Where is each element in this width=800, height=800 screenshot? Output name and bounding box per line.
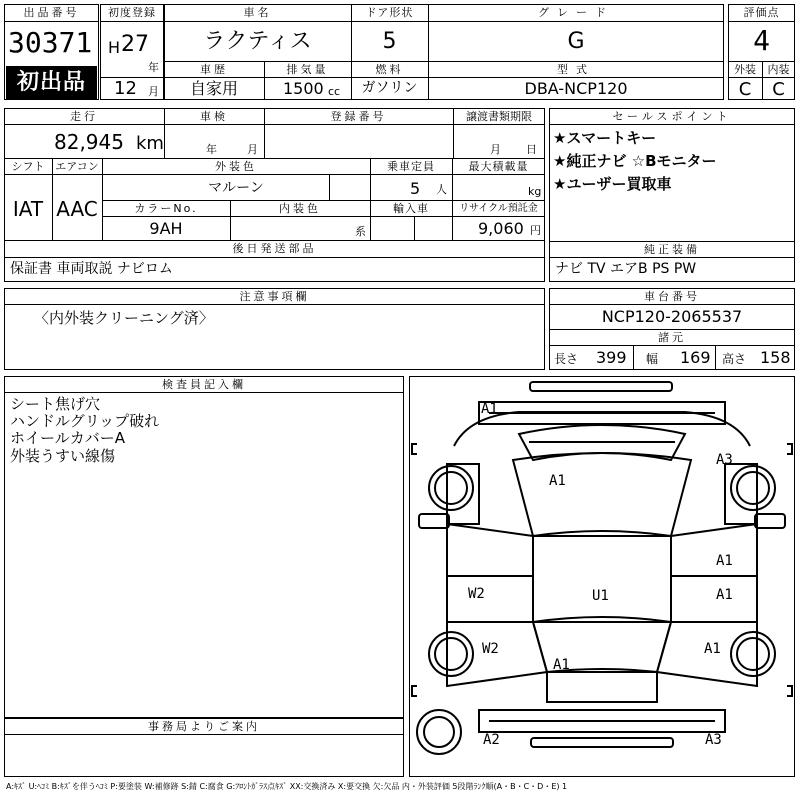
- colorno-label: カラーNo.: [134, 202, 198, 215]
- spec-label: 諸元: [658, 331, 686, 344]
- lot-label: 出品番号: [23, 6, 80, 19]
- load-unit: kg: [528, 185, 542, 198]
- mileage-unit: km: [136, 133, 164, 154]
- reg-month-unit: 月: [148, 85, 159, 98]
- import-label: 輸入車: [393, 202, 429, 215]
- legend-footer: A:ｷｽﾞ U:ﾍｺﾐ B:ｷｽﾞを伴うﾍｺﾐ P:要塗装 W:補修跡 S:錆 C:腐食 G:ﾌﾛﾝﾄｶﾞﾗｽ点ｷｽﾞ XX:交換済み X:要交換 欠:欠品 内・外装評価 5段階ﾗﾝｸ順(A・B・C・D・E) 1: [6, 782, 568, 791]
- color-label: 外装色: [215, 160, 257, 173]
- color-value: マルーン: [208, 180, 264, 196]
- inspection-year-unit: 年: [206, 143, 217, 156]
- fuel-label: 燃料: [375, 63, 404, 76]
- interior-grade: C: [772, 79, 785, 100]
- door-value: 5: [382, 29, 397, 54]
- mark-left-rear: W2: [482, 641, 499, 657]
- ac-label: エアコン: [55, 160, 99, 173]
- inspector-line-2: ハンドルグリップ破れ: [10, 412, 160, 430]
- equipment-value: ナビ TV エアB PS PW: [555, 261, 697, 277]
- shift-value: IAT: [12, 197, 44, 221]
- height-label: 高さ: [722, 352, 747, 366]
- colorno-value: 9AH: [149, 219, 183, 238]
- mark-rear-bumper-right: A3: [705, 732, 722, 748]
- reg-year-unit: 年: [148, 61, 159, 74]
- chassis-value: NCP120-2065537: [601, 307, 743, 326]
- mark-right-rear-door: A1: [716, 587, 733, 603]
- exterior-grade: C: [738, 79, 752, 100]
- inspection-label: 車検: [200, 110, 228, 123]
- score-label: 評価点: [743, 6, 780, 19]
- mark-rear-window: A1: [553, 657, 570, 673]
- grade-label: グレード: [538, 6, 614, 19]
- car-diagram: [409, 376, 795, 777]
- registration-label: 初度登録: [108, 6, 156, 19]
- sales-point-3: ★ユーザー買取車: [553, 175, 672, 193]
- mark-left-front-door: W2: [468, 586, 485, 602]
- inspection-month-unit: 月: [247, 143, 258, 156]
- mark-right-rear: A1: [704, 641, 721, 657]
- mark-front-right: A3: [716, 452, 733, 468]
- score-value: 4: [753, 24, 770, 57]
- interior-label: 内装: [767, 63, 790, 76]
- notes-label: 注意事項欄: [239, 290, 310, 303]
- sales-points-label: セールスポイント: [612, 110, 732, 123]
- reg-month: 12: [114, 78, 137, 99]
- fuel-value: ガソリン: [361, 80, 418, 96]
- length-value: 399: [596, 348, 627, 367]
- displacement-unit: cc: [328, 85, 341, 98]
- mark-rear-bumper-left: A2: [483, 732, 500, 748]
- shift-label: シフト: [11, 160, 45, 173]
- sales-point-2: ★純正ナビ ☆Bモニター: [553, 152, 717, 170]
- inspector-line-3: ホイールカバーA: [10, 429, 125, 447]
- inspector-line-4: 外装うすい線傷: [10, 447, 116, 465]
- first-listing-badge: 初出品: [6, 66, 97, 99]
- equipment-label: 純正装備: [644, 243, 700, 256]
- model-label: 型式: [557, 63, 595, 76]
- capacity-label: 乗車定員: [387, 160, 435, 173]
- reg-year: 27: [121, 32, 149, 57]
- reg-era: H: [108, 38, 121, 57]
- lot-number: 30371: [8, 26, 93, 59]
- recycle-value: 9,060: [478, 219, 524, 238]
- displacement-value: 1500: [283, 79, 324, 98]
- transfer-day-unit: 日: [526, 143, 537, 156]
- length-label: 長さ: [554, 352, 579, 366]
- width-label: 幅: [646, 352, 659, 366]
- later-parts-label: 後日発送部品: [232, 242, 317, 255]
- exterior-label: 外装: [734, 63, 756, 76]
- ac-value: AAC: [56, 197, 98, 221]
- mark-hood: A1: [549, 473, 566, 489]
- inspector-label: 検査員記入欄: [162, 378, 246, 391]
- transfer-month-unit: 月: [490, 143, 501, 156]
- capacity-unit: 人: [436, 183, 447, 196]
- width-value: 169: [680, 348, 711, 367]
- mileage-label: 走行: [70, 110, 98, 123]
- height-value: 158: [760, 348, 791, 367]
- history-label: 車歴: [200, 63, 228, 76]
- plate-label: 登録番号: [330, 110, 387, 123]
- intcolor-unit: 系: [355, 225, 366, 238]
- mark-front-bumper: A1: [481, 401, 498, 417]
- mileage-value: 82,945: [54, 130, 124, 154]
- load-label: 最大積載量: [468, 160, 529, 173]
- history-value: 自家用: [189, 79, 238, 98]
- mark-roof: U1: [592, 588, 609, 604]
- capacity-value: 5: [410, 179, 421, 198]
- mark-right-front-door: A1: [716, 553, 733, 569]
- car-name-label: 車名: [243, 6, 272, 19]
- office-label: 事務局よりご案内: [148, 720, 260, 733]
- transfer-label: 譲渡書類期限: [466, 110, 532, 123]
- sales-point-1: ★スマートキー: [553, 129, 657, 147]
- inspector-line-1: シート焦げ穴: [10, 395, 101, 413]
- displacement-label: 排気量: [286, 63, 329, 76]
- intcolor-label: 内装色: [279, 202, 321, 215]
- car-name: ラクティス: [203, 29, 312, 54]
- later-parts-value: 保証書 車両取説 ナビロム: [10, 261, 173, 277]
- chassis-label: 車台番号: [644, 290, 700, 303]
- recycle-unit: 円: [530, 224, 541, 237]
- model-value: DBA-NCP120: [524, 79, 628, 98]
- recycle-label: リサイクル預託金: [459, 203, 538, 214]
- door-label: ドア形状: [365, 6, 414, 19]
- notes-value: 〈内外装クリーニング済〉: [34, 309, 214, 327]
- grade-value: G: [567, 29, 585, 54]
